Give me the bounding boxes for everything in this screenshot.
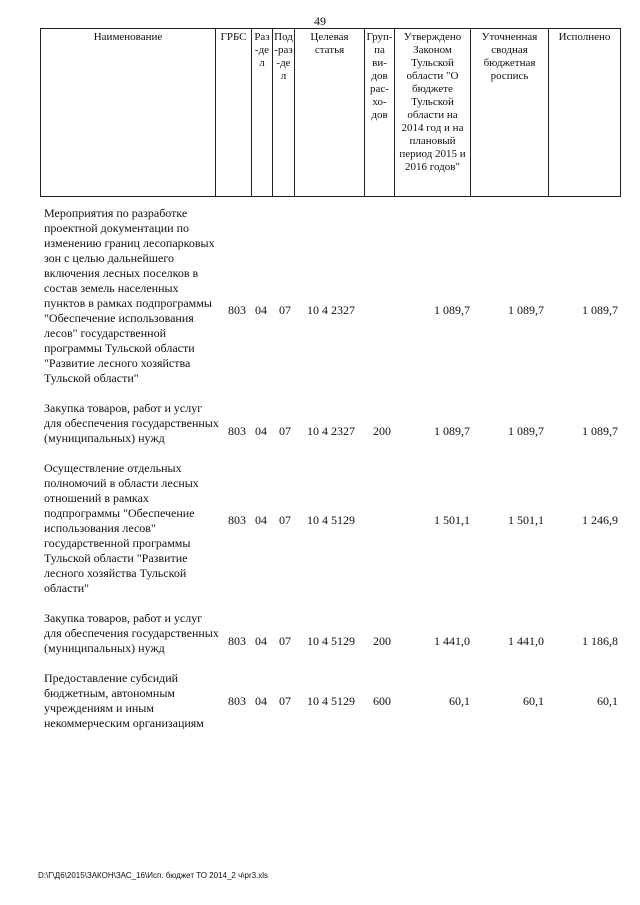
row-approved: 1 089,7 [434, 303, 470, 317]
header-executed: Исполнено [549, 29, 621, 197]
row-executed: 1 089,7 [582, 424, 618, 438]
row-grbs: 803 [228, 303, 246, 317]
row-executed: 1 089,7 [582, 303, 618, 317]
row-approved: 60,1 [449, 694, 470, 708]
row-executed: 1 246,9 [582, 513, 618, 527]
row-executed: 60,1 [597, 694, 618, 708]
row-razdel: 04 [255, 694, 267, 708]
row-vr: 200 [373, 424, 391, 438]
row-cs: 10 4 5129 [307, 634, 355, 648]
row-razdel: 04 [255, 513, 267, 527]
table-row [40, 671, 620, 731]
header-razdel: Раз-дел [252, 29, 273, 197]
row-podrazdel: 07 [279, 634, 291, 648]
table-row [40, 401, 620, 446]
row-executed: 1 186,8 [582, 634, 618, 648]
header-cs: Целевая статья [295, 29, 365, 197]
table-header [40, 28, 621, 197]
row-name: Закупка товаров, работ и услуг для обеспечения государственных (муниципальных) нужд [44, 611, 219, 655]
table-body [40, 206, 620, 731]
row-cs: 10 4 2327 [307, 303, 355, 317]
row-refined: 60,1 [523, 694, 544, 708]
row-refined: 1 089,7 [508, 303, 544, 317]
row-refined: 1 089,7 [508, 424, 544, 438]
page-number: 49 [314, 14, 326, 28]
header-refined: Уточненная сводная бюджетная роспись [471, 29, 549, 197]
header-grbs: ГРБС [216, 29, 252, 197]
row-podrazdel: 07 [279, 513, 291, 527]
row-cs: 10 4 2327 [307, 424, 355, 438]
row-cs: 10 4 5129 [307, 694, 355, 708]
row-podrazdel: 07 [279, 424, 291, 438]
row-vr: 200 [373, 634, 391, 648]
row-name: Мероприятия по разработке проектной документации по изменению границ лесопарковых зон с целью дальнейшего включения лесных поселков в состав земель населенных пунктов в рамках подпрограммы "Обеспечение использования лесов" государственной программы Тульской области "Развитие лесного хозяйства Тульской области" [44, 206, 215, 385]
row-grbs: 803 [228, 694, 246, 708]
row-razdel: 04 [255, 303, 267, 317]
row-grbs: 803 [228, 634, 246, 648]
header-podrazdel: Под-раз-дел [273, 29, 295, 197]
row-approved: 1 501,1 [434, 513, 470, 527]
header-vr: Груп-па ви-дов рас-хо-дов [365, 29, 395, 197]
row-podrazdel: 07 [279, 694, 291, 708]
table-row [40, 206, 620, 386]
row-name: Закупка товаров, работ и услуг для обеспечения государственных (муниципальных) нужд [44, 401, 219, 445]
row-name: Предоставление субсидий бюджетным, автономным учреждениям и иным некоммерческим организациям [44, 671, 204, 730]
row-razdel: 04 [255, 634, 267, 648]
row-name: Осуществление отдельных полномочий в области лесных отношений в рамках подпрограммы "Обеспечение использования лесов" государственной программы Тульской области "Развитие лесного хозяйства Тульской области" [44, 461, 199, 595]
row-grbs: 803 [228, 424, 246, 438]
row-refined: 1 441,0 [508, 634, 544, 648]
header-approved: Утверждено Законом Тульской области "О бюджете Тульской области на 2014 год и на плановый период 2015 и 2016 годов" [395, 29, 471, 197]
header-name: Наименование [41, 29, 216, 197]
row-vr: 600 [373, 694, 391, 708]
table-row [40, 611, 620, 656]
row-podrazdel: 07 [279, 303, 291, 317]
row-cs: 10 4 5129 [307, 513, 355, 527]
row-razdel: 04 [255, 424, 267, 438]
row-approved: 1 441,0 [434, 634, 470, 648]
row-grbs: 803 [228, 513, 246, 527]
table-row [40, 461, 620, 596]
footer-file-path: D:\Г\Д6\2015\ЗАКОН\ЗАС_16\Исп. бюджет ТО 2014_2 ч\pr3.xls [38, 871, 269, 880]
row-refined: 1 501,1 [508, 513, 544, 527]
row-approved: 1 089,7 [434, 424, 470, 438]
